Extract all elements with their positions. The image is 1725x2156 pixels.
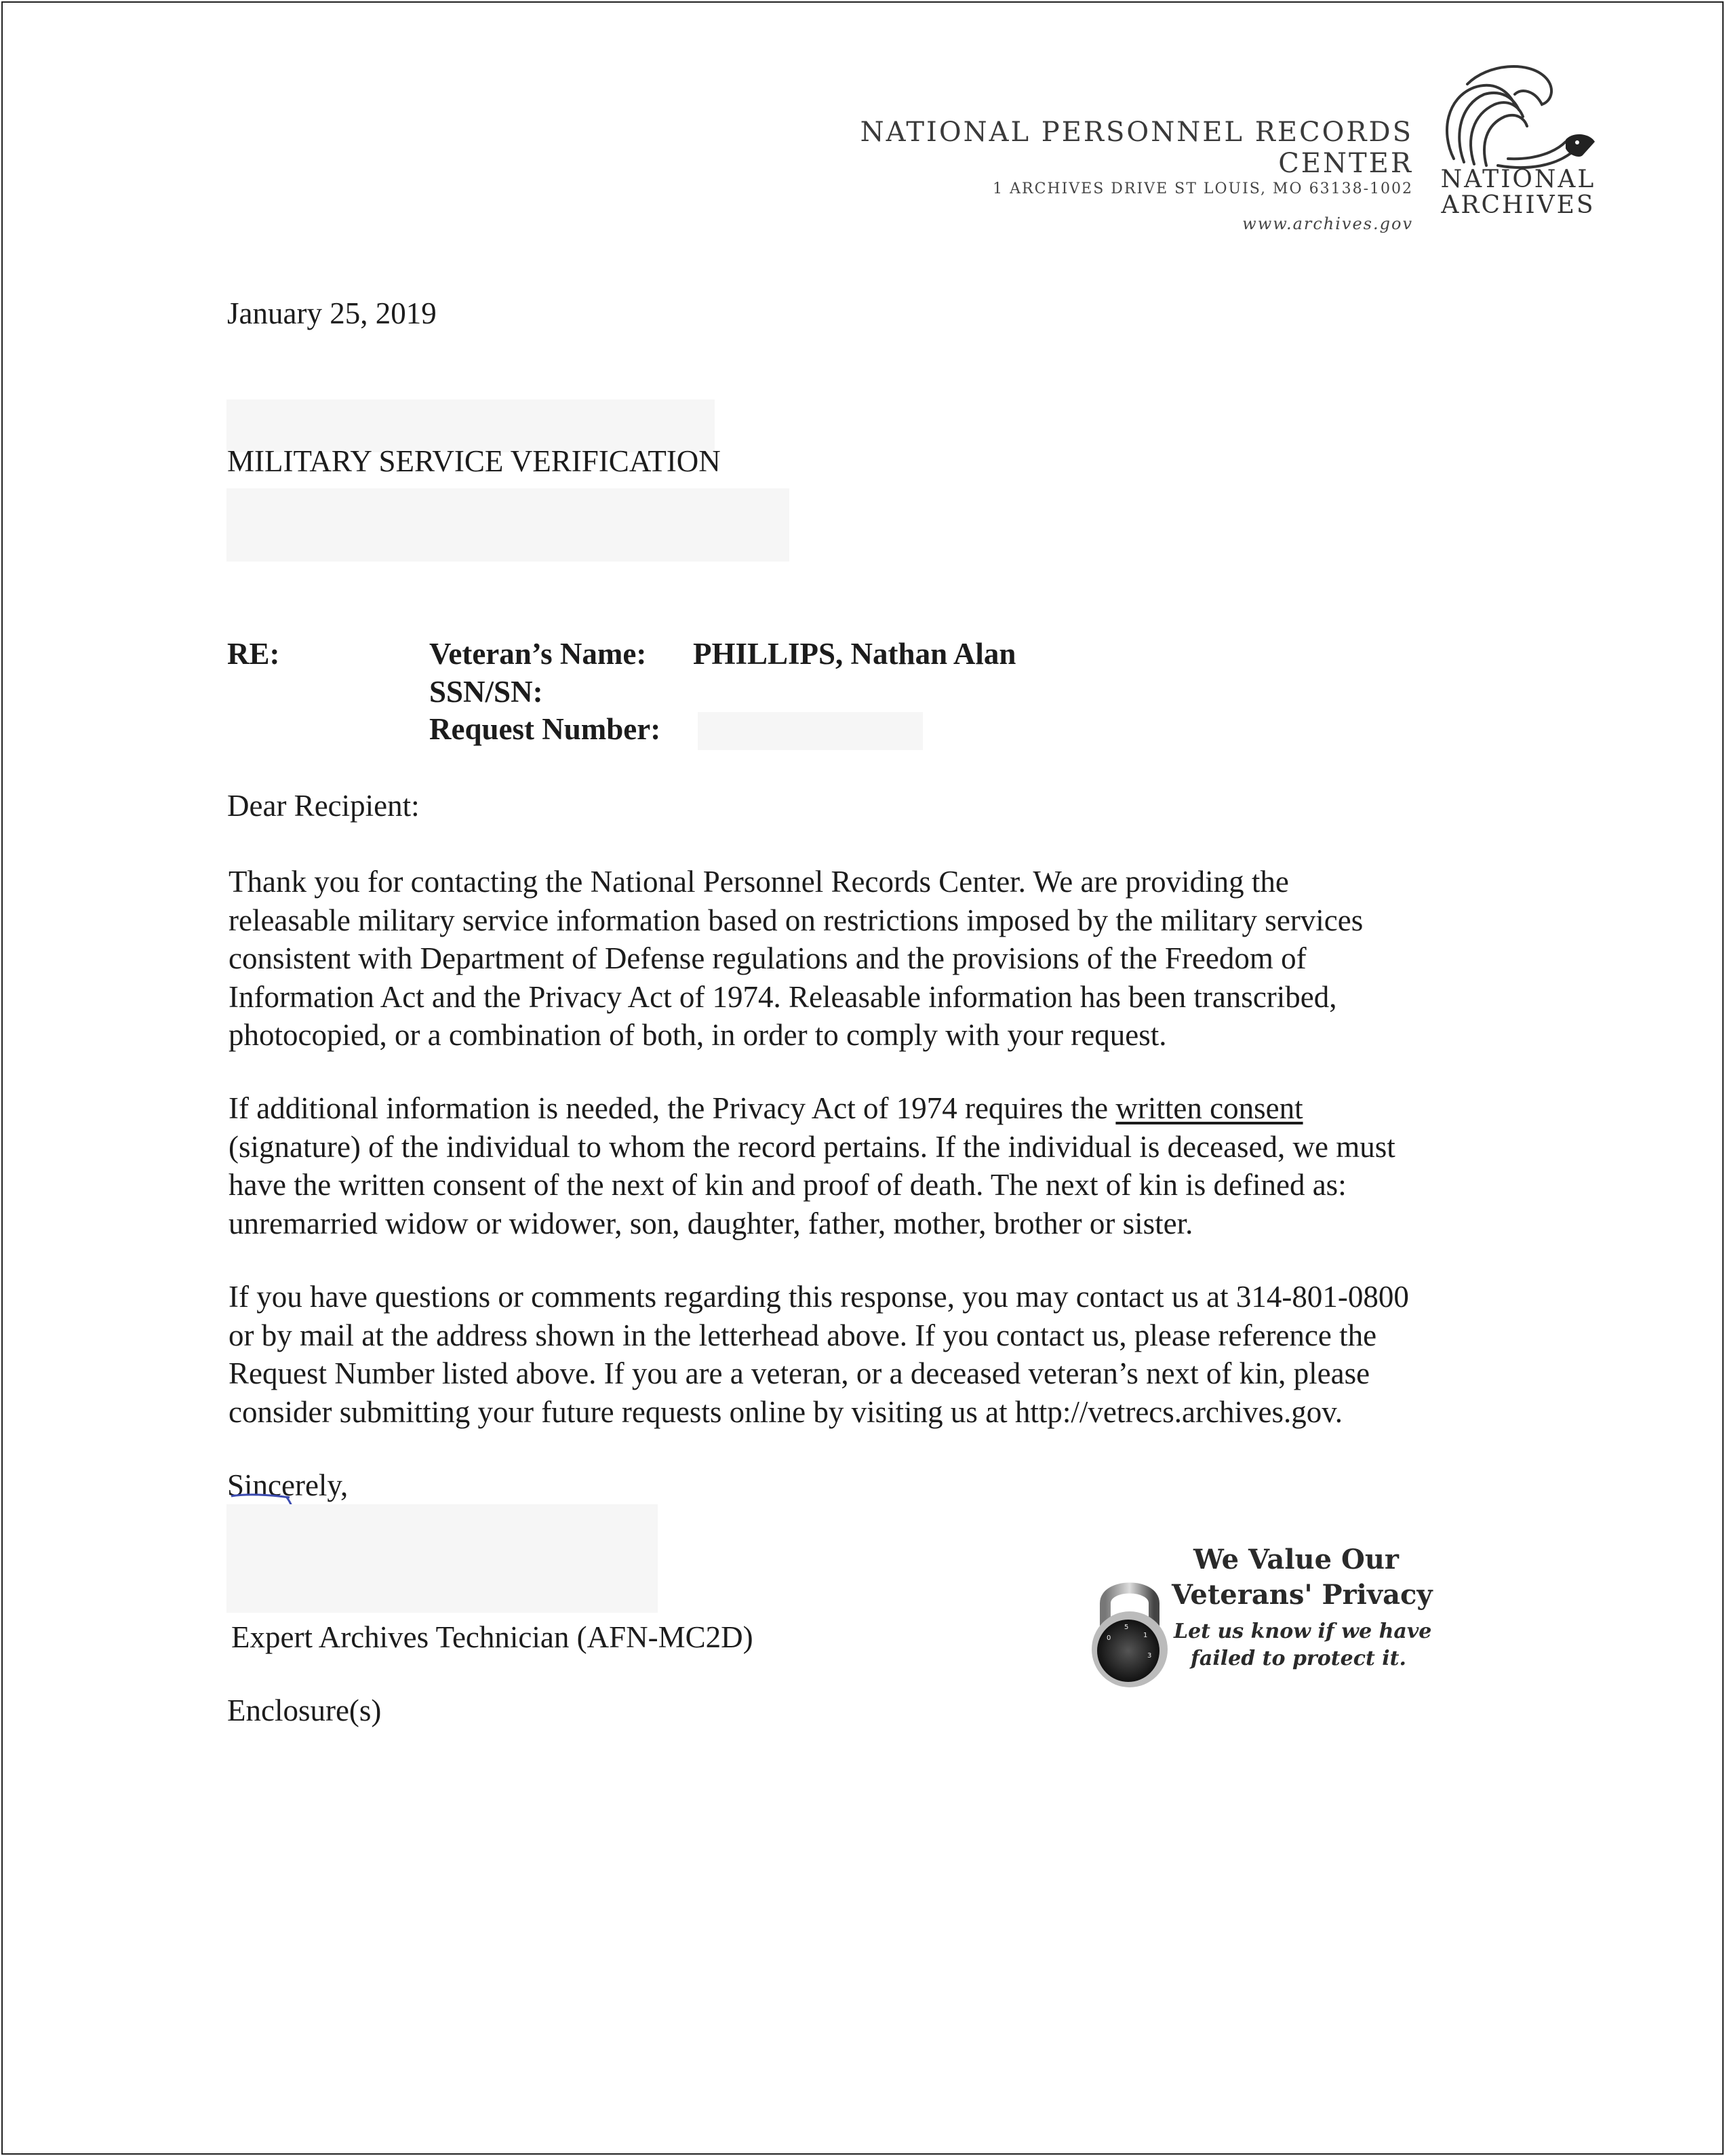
letterhead-address: 1 ARCHIVES DRIVE ST LOUIS, MO 63138-1002 bbox=[993, 180, 1413, 197]
letter-date: January 25, 2019 bbox=[227, 296, 437, 330]
paragraph-line: If you have questions or comments regarding this response, you may contact us at 314-801-0800 bbox=[229, 1280, 1409, 1314]
paragraph-consent bbox=[229, 1089, 1725, 1242]
written-consent-underlined: written consent bbox=[1115, 1091, 1303, 1125]
paragraph-line: consistent with Department of Defense regulations and the provisions of the Freedom of bbox=[229, 941, 1307, 975]
request-number-label: Request Number: bbox=[429, 712, 661, 746]
letterhead-website: www.archives.gov bbox=[1242, 214, 1413, 233]
logo-text-national: NATIONAL bbox=[1440, 165, 1596, 193]
paragraph-contact bbox=[229, 1278, 1725, 1431]
enclosure-note: Enclosure(s) bbox=[227, 1693, 382, 1727]
re-label: RE: bbox=[227, 637, 280, 671]
redacted-block bbox=[226, 488, 789, 562]
paragraph-line: Thank you for contacting the National Personnel Records Center. We are providing the bbox=[229, 865, 1289, 899]
closing: Sincerely, bbox=[227, 1468, 349, 1502]
letter-page bbox=[1, 1, 1724, 2155]
paragraph-text: If additional information is needed, the Privacy Act of 1974 requires the bbox=[229, 1091, 1116, 1125]
paragraph-line: or by mail at the address shown in the letterhead above. If you contact us, please reference the bbox=[229, 1318, 1377, 1352]
redacted-request-number bbox=[698, 712, 923, 750]
paragraph-line: consider submitting your future requests online by visiting us at http://vetrecs.archives.gov. bbox=[229, 1394, 1343, 1429]
paragraph-intro bbox=[229, 863, 1725, 1055]
svg-text:1: 1 bbox=[1143, 1632, 1148, 1639]
salutation: Dear Recipient: bbox=[227, 789, 420, 823]
logo-text-archives: ARCHIVES bbox=[1441, 191, 1595, 219]
combination-padlock-icon bbox=[1086, 1569, 1181, 1691]
veteran-name: PHILLIPS, Nathan Alan bbox=[693, 637, 1016, 671]
paragraph-line: (signature) of the individual to whom the record pertains. If the individual is deceased, we must bbox=[229, 1129, 1395, 1164]
paragraph-line: Information Act and the Privacy Act of 1974. Releasable information has been transcribed, bbox=[229, 979, 1337, 1014]
paragraph-line: unremarried widow or widower, son, daughter, father, mother, brother or sister. bbox=[229, 1206, 1193, 1240]
svg-text:5: 5 bbox=[1124, 1624, 1129, 1631]
privacy-badge-title-line2: Veterans' Privacy bbox=[1172, 1579, 1433, 1611]
veteran-name-label: Veteran’s Name: bbox=[429, 637, 647, 671]
svg-text:3: 3 bbox=[1147, 1652, 1152, 1660]
paragraph-line: releasable military service information based on restrictions imposed by the military services bbox=[229, 903, 1364, 937]
subject-heading: MILITARY SERVICE VERIFICATION bbox=[227, 444, 721, 478]
privacy-badge-title-line1: We Value Our bbox=[1193, 1544, 1399, 1575]
paragraph-line: have the written consent of the next of kin and proof of death. The next of kin is defined as: bbox=[229, 1168, 1347, 1202]
redacted-signature bbox=[226, 1504, 658, 1613]
signer-title: Expert Archives Technician (AFN-MC2D) bbox=[231, 1620, 753, 1654]
paragraph-line bbox=[229, 1089, 1725, 1128]
letterhead-organization: NATIONAL PERSONNEL RECORDS CENTER bbox=[860, 117, 1413, 179]
privacy-badge-sub-line2: failed to protect it. bbox=[1191, 1647, 1406, 1670]
privacy-badge-sub-line1: Let us know if we have bbox=[1174, 1620, 1432, 1643]
paragraph-line: photocopied, or a combination of both, in order to comply with your request. bbox=[229, 1018, 1167, 1052]
svg-text:0: 0 bbox=[1107, 1634, 1111, 1642]
paragraph-line: Request Number listed above. If you are a veteran, or a deceased veteran’s next of kin, please bbox=[229, 1356, 1370, 1390]
ssn-label: SSN/SN: bbox=[429, 675, 543, 709]
